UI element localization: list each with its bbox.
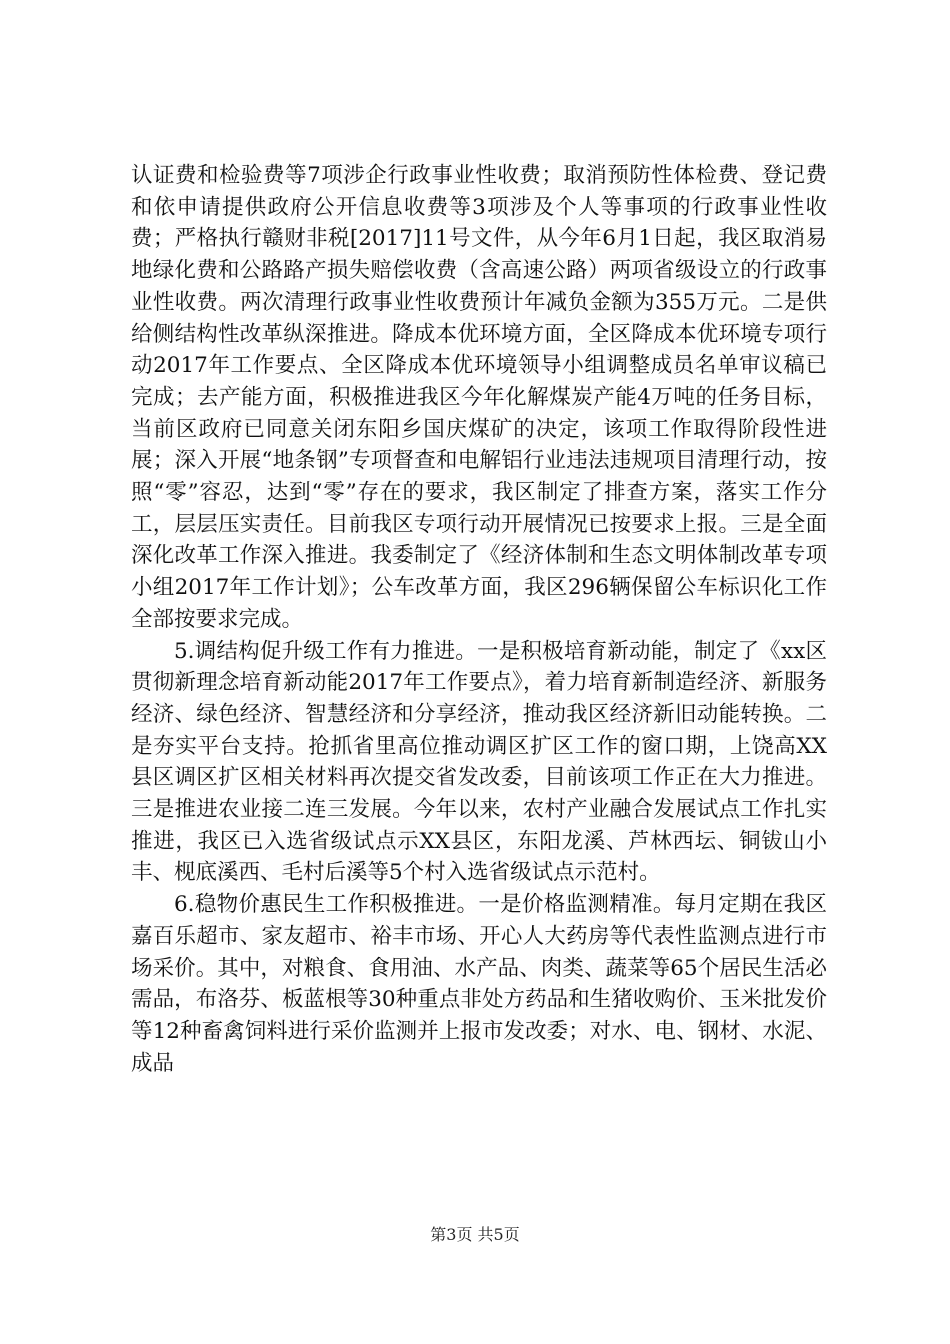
page-number-footer: 第3页 共5页	[430, 1225, 520, 1244]
paragraph-section-6: 6.稳物价惠民生工作积极推进。一是价格监测精准。每月定期在我区嘉百乐超市、家友超市、裕丰市场、开心人大药房等代表性监测点进行市场采价。其中，对粮食、食用油、水产品、肉类、蔬菜等65个居民生活必需品，布洛芬、板蓝根等30种重点非处方药品和生猪收购价、玉米批发价等12种畜禽饲料进行采价监测并上报市发改委；对水、电、钢材、水泥、成品	[131, 892, 827, 1076]
paragraph-section-5: 5.调结构促升级工作有力推进。一是积极培育新动能，制定了《xx区贯彻新理念培育新动能2017年工作要点》，着力培育新制造经济、新服务经济、绿色经济、智慧经济和分享经济，推动我区经济新旧动能转换。二是夯实平台支持。抢抓省里高位推动调区扩区工作的窗口期，上饶高XX县区调区扩区相关材料再次提交省发改委，目前该项工作正在大力推进。三是推进农业接二连三发展。今年以来，农村产业融合发展试点工作扎实推进，我区已入选省级试点示XX县区，东阳龙溪、芦林西坛、铜钹山小丰、枧底溪西、毛村后溪等5个村入选省级试点示范村。	[131, 638, 827, 886]
paragraph-continued: 认证费和检验费等7项涉企行政事业性收费；取消预防性体检费、登记费和依申请提供政府公开信息收费等3项涉及个人等事项的行政事业性收费；严格执行赣财非税[2017]11号文件，从今年6月1日起，我区取消易地绿化费和公路路产损失赔偿收费（含高速公路）两项省级设立的行政事业性收费。两次清理行政事业性收费预计年减负金额为355万元。二是供给侧结构性改革纵深推进。降成本优环境方面，全区降成本优环境专项行动2017年工作要点、全区降成本优环境领导小组调整成员名单审议稿已完成；去产能方面，积极推进我区今年化解煤炭产能4万吨的任务目标，当前区政府已同意关闭东阳乡国庆煤矿的决定，该项工作取得阶段性进展；深入开展“地条钢”专项督查和电解铝行业违法违规项目清理行动，按照“零”容忍，达到“零”存在的要求，我区制定了排查方案，落实工作分工，层层压实责任。目前我区专项行动开展情况已按要求上报。三是全面深化改革工作深入推进。我委制定了《经济体制和生态文明体制改革专项小组2017年工作计划》；公车改革方面，我区296辆保留公车标识化工作全部按要求完成。	[131, 163, 827, 632]
document-body	[131, 160, 827, 1079]
